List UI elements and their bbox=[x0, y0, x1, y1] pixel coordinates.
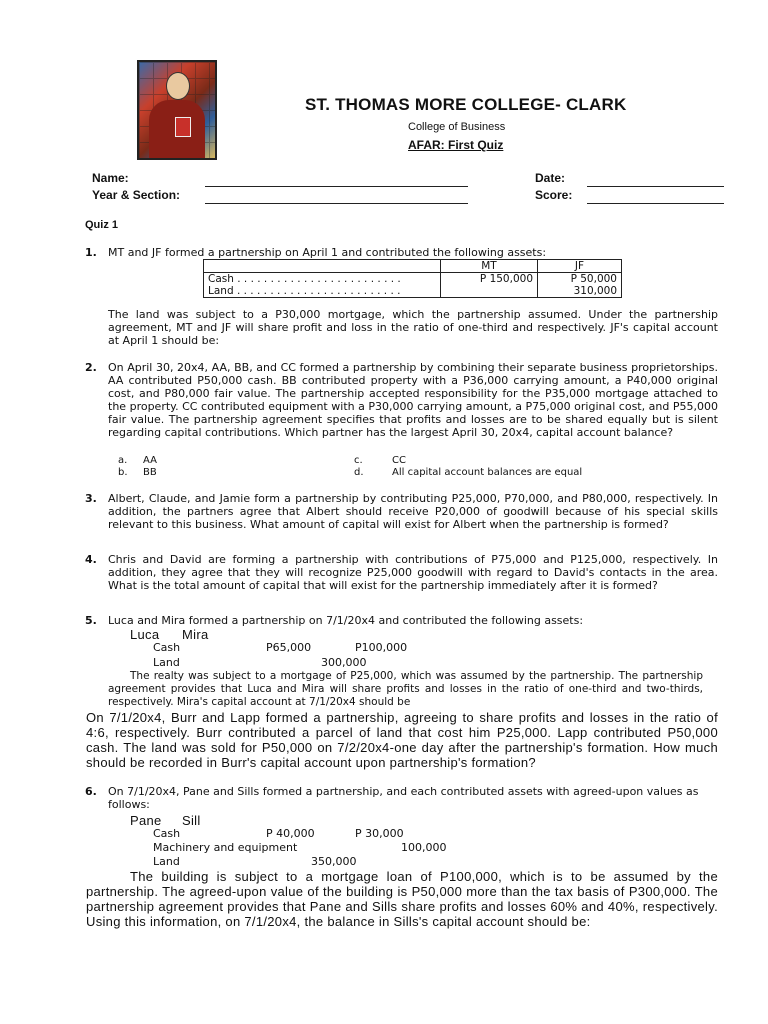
q6-text: On 7/1/20x4, Pane and Sills formed a partnership, and each contributed assets with agreed-upon values as follows: bbox=[108, 785, 699, 811]
table-header-row bbox=[204, 260, 622, 273]
table-row bbox=[204, 285, 622, 298]
q6-row-label: Land bbox=[153, 855, 180, 868]
date-field[interactable] bbox=[587, 186, 724, 187]
year-section-label: Year & Section: bbox=[92, 188, 181, 202]
q5-extra-text: On 7/1/20x4, Burr and Lapp formed a partnership, agreeing to share profits and losses in the ratio of 4:6, respectively. Burr contributed a parcel of land that cost him P25,000. Lapp contributed P50,000 cash. The land was sold for P50,000 on 7/2/20x4-one day after the partnership's formation. How much should be recorded in Burr's capital account upon partnership's formation? bbox=[86, 710, 718, 770]
q6-row-value: P 30,000 bbox=[355, 827, 404, 840]
q1-after-text: The land was subject to a P30,000 mortgage, which the partnership assumed. Under the partnership agreement, MT and JF will share profit and loss in the ratio of one-third and respectively. JF's capital account at April 1 should be: bbox=[108, 308, 718, 347]
q6-row-label: Machinery and equipment bbox=[153, 841, 298, 854]
q6-number: 6. bbox=[85, 785, 97, 798]
q2-choice-b: BB bbox=[143, 467, 157, 478]
table-cell bbox=[441, 285, 538, 298]
q5-after-text: The realty was subject to a mortgage of P25,000, which was assumed by the partnership. The partnership agreement provides that Luca and Mira will share profits and losses in the ratio of one-third and two-thirds, respectively. Mira's capital account at 7/1/20x4 should be bbox=[108, 670, 703, 708]
table-cell: 310,000 bbox=[538, 285, 622, 298]
q6-row-value: P 40,000 bbox=[266, 827, 315, 840]
q1-assets-table bbox=[203, 259, 622, 298]
q2-number: 2. bbox=[85, 361, 97, 374]
q2-choice-c-letter: c. bbox=[354, 455, 363, 466]
name-label: Name: bbox=[92, 171, 129, 185]
q5-row-label: Cash bbox=[153, 641, 181, 654]
q5-text: Luca and Mira formed a partnership on 7/1/20x4 and contributed the following assets: bbox=[108, 614, 584, 627]
q5-row-value: P65,000 bbox=[266, 641, 312, 654]
table-cell: MT bbox=[441, 260, 538, 273]
school-name: ST. THOMAS MORE COLLEGE- CLARK bbox=[305, 95, 627, 114]
q3-text: Albert, Claude, and Jamie form a partnership by contributing P25,000, P70,000, and P80,000, respectively. In addition, the partners agree that Albert should receive P20,000 of goodwill because of his special skills relevant to this business. What amount of capital will exist for Albert when the partnership is formed? bbox=[108, 492, 718, 531]
date-label: Date: bbox=[535, 171, 566, 185]
table-cell: JF bbox=[538, 260, 622, 273]
q5-number: 5. bbox=[85, 614, 97, 627]
score-label: Score: bbox=[535, 188, 573, 202]
quiz-label: Quiz 1 bbox=[85, 219, 119, 231]
q6-row-value: 100,000 bbox=[401, 841, 447, 854]
q5-head-luca: Luca bbox=[130, 627, 160, 642]
q2-choice-a: AA bbox=[143, 455, 157, 466]
table-cell: Cash . . . . . . . . . . . . . . . . . . . . . . . . . bbox=[204, 273, 441, 286]
q5-row-value: P100,000 bbox=[355, 641, 408, 654]
table-cell: P 150,000 bbox=[441, 273, 538, 286]
q2-choice-d-letter: d. bbox=[354, 467, 364, 478]
q3-number: 3. bbox=[85, 492, 97, 505]
q5-row-value: 300,000 bbox=[321, 656, 367, 669]
q2-choice-b-letter: b. bbox=[118, 467, 128, 478]
q1-number: 1. bbox=[85, 246, 97, 259]
q2-choice-a-letter: a. bbox=[118, 455, 128, 466]
table-cell bbox=[204, 260, 441, 273]
year-section-field[interactable] bbox=[205, 203, 468, 204]
q2-text: On April 30, 20x4, AA, BB, and CC formed a partnership by combining their separate business proprietorships. AA contributed P50,000 cash. BB contributed property with a P36,000 carrying amount, a P40,000 original cost, and P80,000 fair value. The partnership accepted responsibility for the P35,000 mortgage attached to the property. CC contributed equipment with a P30,000 carrying amount, a P75,000 original cost, and P55,000 fair value. The partnership agreement specifies that profits and losses are to be shared equally but is silent regarding capital contributions. Which partner has the largest April 30, 20x4, capital account balance? bbox=[108, 361, 718, 439]
q6-row-label: Cash bbox=[153, 827, 181, 840]
q6-row-value: 350,000 bbox=[311, 855, 357, 868]
quiz-title: AFAR: First Quiz bbox=[408, 138, 504, 152]
college-name: College of Business bbox=[408, 121, 506, 133]
name-field[interactable] bbox=[205, 186, 468, 187]
college-logo-image bbox=[137, 60, 217, 160]
q6-head-sill: Sill bbox=[182, 813, 201, 828]
q4-text: Chris and David are forming a partnership with contributions of P75,000 and P125,000, respectively. In addition, they agree that they will recognize P25,000 goodwill with regard to David's contacts in the area. What is the total amount of capital that will exist for the partnership immediately after it is formed? bbox=[108, 553, 718, 592]
q4-number: 4. bbox=[85, 553, 97, 566]
q5-head-mira: Mira bbox=[182, 627, 209, 642]
table-cell: Land . . . . . . . . . . . . . . . . . . . . . . . . . bbox=[204, 285, 441, 298]
q6-head-pane: Pane bbox=[130, 813, 162, 828]
q2-choice-d: All capital account balances are equal bbox=[392, 467, 583, 478]
table-row bbox=[204, 273, 622, 286]
score-field[interactable] bbox=[587, 203, 724, 204]
q6-after-text: The building is subject to a mortgage loan of P100,000, which is to be assumed by the partnership. The agreed-upon value of the building is P50,000 more than the tax basis of P300,000. The partnership agreement provides that Pane and Sills share profits and losses 60% and 40%, respectively. Using this information, on 7/1/20x4, the balance in Sills's capital account should be: bbox=[86, 869, 718, 929]
q2-choice-c: CC bbox=[392, 455, 406, 466]
q1-text: MT and JF formed a partnership on April 1 and contributed the following assets: bbox=[108, 246, 547, 259]
q5-row-label: Land bbox=[153, 656, 180, 669]
table-cell: P 50,000 bbox=[538, 273, 622, 286]
